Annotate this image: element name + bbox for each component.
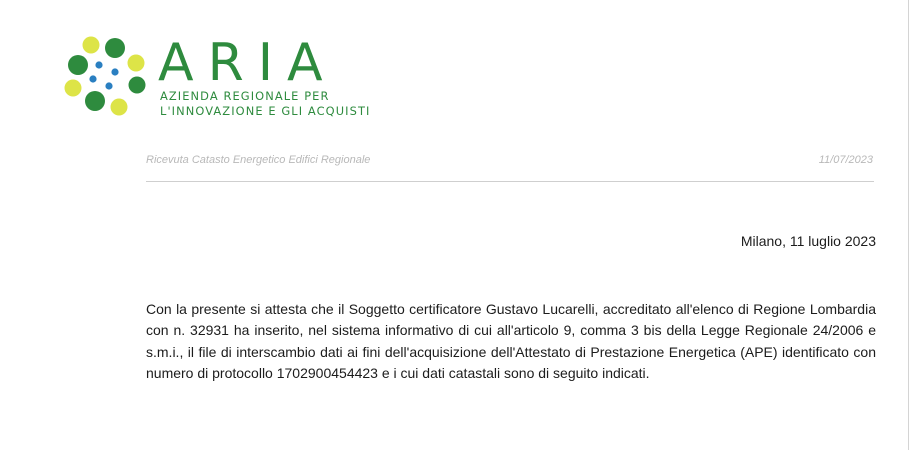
logo-dot bbox=[128, 55, 145, 72]
logo-dot-blue bbox=[89, 75, 96, 82]
logo-dot-blue bbox=[111, 68, 118, 75]
brand-tagline-line-1: AZIENDA REGIONALE PER bbox=[160, 89, 330, 103]
brand-tagline bbox=[160, 89, 371, 119]
logo-dot-blue bbox=[105, 82, 112, 89]
logo-dot bbox=[129, 77, 146, 94]
letter-body: Con la presente si attesta che il Soggetto certificatore Gustavo Lucarelli, accreditato all'elenco di Regione Lombardia con n. 32931 ha inserito, nel sistema informativo di cui all'articolo 9, comma 3 bis della Legge Regionale 24/2006 e s.m.i., il file di interscambio dati ai fini dell'acquisizione dell'Attestato di Prestazione Energetica (APE) identificato con numero di protocollo 1702900454423 e i cui dati catastali sono di seguito indicati. bbox=[146, 301, 876, 381]
page-edge bbox=[908, 0, 915, 450]
document-title: Ricevuta Catasto Energetico Edifici Regionale bbox=[146, 154, 371, 166]
header-date: 11/07/2023 bbox=[818, 154, 873, 166]
logo-dot bbox=[65, 80, 82, 97]
aria-logo-icon bbox=[64, 36, 148, 120]
logo-dot bbox=[111, 99, 128, 116]
logo-dot bbox=[83, 37, 100, 54]
logo-dot bbox=[68, 55, 88, 75]
brand-wordmark: ARIA bbox=[158, 33, 337, 93]
logo-dot-blue bbox=[95, 61, 102, 68]
place-date: Milano, 11 luglio 2023 bbox=[740, 233, 876, 249]
header-divider bbox=[146, 181, 874, 182]
brand-tagline-line-2: L'INNOVAZIONE E GLI ACQUISTI bbox=[160, 104, 371, 118]
logo-dot bbox=[105, 38, 125, 58]
logo-dot bbox=[85, 91, 105, 111]
